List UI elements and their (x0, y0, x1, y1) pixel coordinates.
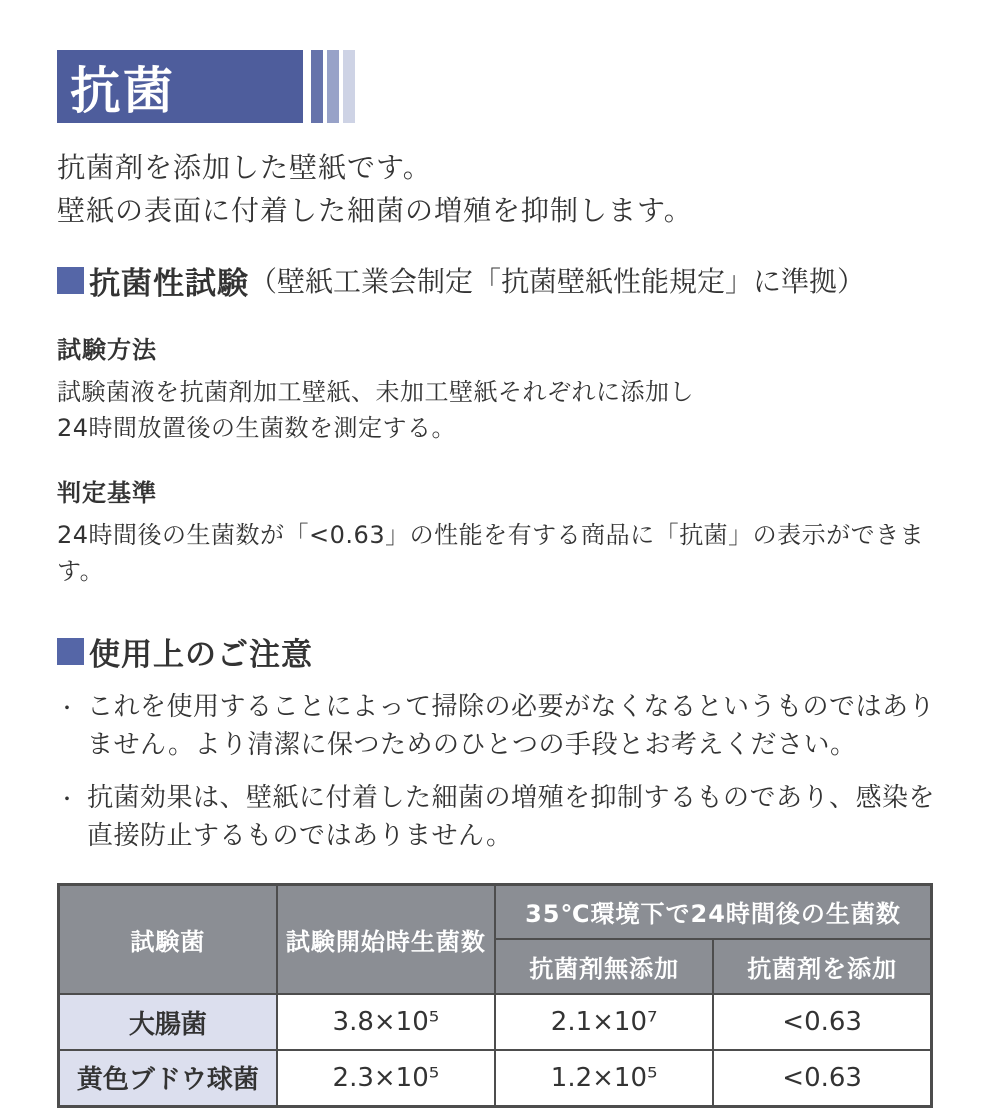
bullet-icon: ・ (57, 695, 78, 720)
banner-stripes (311, 50, 359, 123)
method-line-1: 試験菌液を抗菌剤加工壁紙、未加工壁紙それぞれに添加し (57, 377, 694, 406)
intro-line-1: 抗菌剤を添加した壁紙です。 (57, 151, 432, 184)
table-row (59, 994, 932, 1050)
title-banner-row (57, 50, 958, 123)
cell-with-agent: <0.63 (713, 1050, 931, 1106)
test-results-table (57, 883, 933, 1108)
caution-notes (57, 689, 958, 856)
col-header-with-agent: 抗菌剤を添加 (713, 939, 931, 994)
page-title: 抗菌 (57, 50, 303, 123)
intro-line-2: 壁紙の表面に付着した細菌の増殖を抑制します。 (57, 194, 693, 228)
criteria-text: 24時間後の生菌数が「<0.63」の性能を有する商品に「抗菌」の表示ができます。 (57, 520, 925, 585)
section-subtitle-test: （壁紙工業会制定「抗菌壁紙性能規定」に準拠） (249, 265, 866, 299)
criteria-label: 判定基準 (57, 478, 157, 507)
table-row (59, 1050, 932, 1106)
banner-stripe (311, 50, 323, 123)
method-line-2: 24時間放置後の生菌数を測定する。 (57, 413, 457, 442)
row-label-ecoli: 大腸菌 (59, 994, 277, 1050)
col-header-bacteria: 試験菌 (59, 884, 277, 994)
method-text (57, 374, 958, 446)
row-label-staph: 黄色ブドウ球菌 (59, 1050, 277, 1106)
method-label: 試験方法 (57, 335, 157, 364)
cell-initial: 3.8×10⁵ (277, 994, 495, 1050)
section-title-caution: 使用上のご注意 (89, 636, 313, 673)
note-text-2: 抗菌効果は、壁紙に付着した細菌の増殖を抑制するものであり、感染を直接防止するものではありません。 (87, 782, 936, 851)
cell-with-agent: <0.63 (713, 994, 931, 1050)
col-header-after-24h: 35℃環境下で24時間後の生菌数 (495, 884, 932, 939)
banner-stripe (343, 50, 355, 123)
list-item (57, 780, 958, 856)
col-header-initial-count: 試験開始時生菌数 (277, 884, 495, 994)
section-title-test: 抗菌性試験 (89, 265, 249, 302)
banner-stripe (327, 50, 339, 123)
list-item (57, 689, 958, 765)
section-square-icon (57, 638, 84, 665)
note-text-1: これを使用することによって掃除の必要がなくなるというものではありません。より清潔に保つためのひとつの手段とお考えください。 (87, 691, 936, 760)
section-heading-caution (57, 629, 958, 674)
bullet-icon: ・ (57, 786, 78, 811)
cell-no-agent: 1.2×10⁵ (495, 1050, 713, 1106)
section-square-icon (57, 267, 84, 294)
col-header-no-agent: 抗菌剤無添加 (495, 939, 713, 994)
section-heading-test (57, 258, 958, 303)
cell-initial: 2.3×10⁵ (277, 1050, 495, 1106)
cell-no-agent: 2.1×10⁷ (495, 994, 713, 1050)
intro-paragraph (57, 146, 958, 233)
